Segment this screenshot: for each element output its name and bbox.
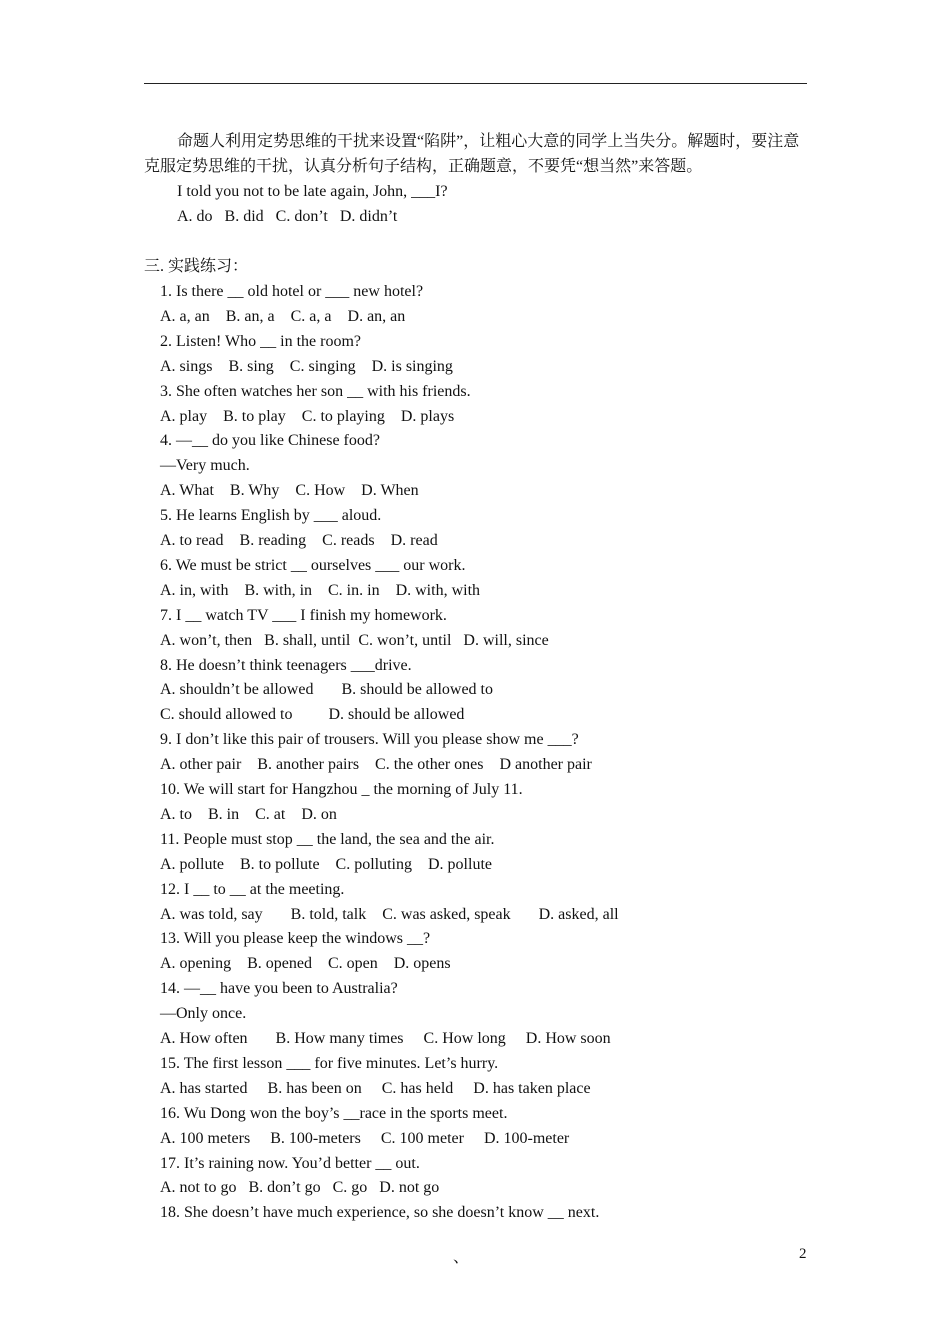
page-number: 2 [799,1246,807,1262]
section-title: 三. 实践练习： [144,258,249,275]
answer-line: A. other pair B. another pairs C. the other ones D another pair [160,756,592,774]
question-text: 14. —__ have you been to Australia? [160,980,398,998]
question-text: 7. I __ watch TV ___ I finish my homework. [160,606,447,624]
example-options: A. do B. did C. don’t D. didn’t [177,208,398,225]
answer-line: A. 100 meters B. 100-meters C. 100 meter D. 100-meter [160,1129,570,1147]
answer-line: A. a, an B. an, a C. a, a D. an, an [160,307,406,325]
question-text: 18. She doesn’t have much experience, so she doesn’t know __ next. [160,1204,600,1222]
question-text: 16. Wu Dong won the boy’s __race in the sports meet. [160,1104,508,1122]
footer-mark: 、 [453,1249,470,1266]
answer-line: A. has started B. has been on C. has held D. has taken place [160,1079,591,1097]
answer-line: A. opening B. opened C. open D. opens [160,955,451,973]
example-question: I told you not to be late again, John, ___I? [177,183,448,200]
answer-line: A. shouldn’t be allowed B. should be allowed to [160,681,493,699]
question-text: 11. People must stop __ the land, the sea and the air. [160,830,495,848]
question-text: 2. Listen! Who __ in the room? [160,332,361,350]
answer-line: A. play B. to play C. to playing D. plays [160,407,455,425]
answer-line: A. How often B. How many times C. How long D. How soon [160,1030,611,1047]
answer-line: A. sings B. sing C. singing D. is singing [160,357,453,375]
answer-line: C. should allowed to D. should be allowed [160,706,465,724]
question-text: 13. Will you please keep the windows __? [160,930,431,948]
question-text: 10. We will start for Hangzhou _ the morning of July 11. [160,781,523,798]
question-text: 6. We must be strict __ ourselves ___ our work. [160,556,466,574]
question-text: 4. —__ do you like Chinese food? [160,432,380,450]
answer-line: A. won’t, then B. shall, until C. won’t, until D. will, since [160,631,549,649]
question-text: 9. I don’t like this pair of trousers. Will you please show me ___? [160,731,579,749]
intro-paragraph: 命题人利用定势思维的干扰来设置“陷阱”，让粗心大意的同学上当失分。解题时，要注意克服定势思维的干扰，认真分析句子结构，正确题意，不要凭“想当然”来答题。 [144,133,800,175]
answer-line: A. to read B. reading C. reads D. read [160,532,438,549]
answer-line: A. in, with B. with, in C. in. in D. with, with [160,581,481,599]
question-text: 15. The first lesson ___ for five minutes. Let’s hurry. [160,1054,499,1072]
question-text: 12. I __ to __ at the meeting. [160,880,345,898]
question-text: 1. Is there __ old hotel or ___ new hotel? [160,283,424,300]
answer-line: A. not to go B. don’t go C. go D. not go [160,1179,440,1197]
answer-line: —Very much. [160,457,250,475]
answer-line: —Only once. [160,1005,247,1023]
answer-line: A. What B. Why C. How D. When [160,482,419,500]
question-text: 17. It’s raining now. You’d better __ out. [160,1154,420,1172]
header-rule [144,83,807,84]
answer-line: A. to B. in C. at D. on [160,805,337,823]
answer-line: A. was told, say B. told, talk C. was asked, speak D. asked, all [160,905,619,923]
question-text: 3. She often watches her son __ with his friends. [160,382,471,400]
question-text: 5. He learns English by ___ aloud. [160,507,382,525]
answer-line: A. pollute B. to pollute C. polluting D. pollute [160,855,492,873]
question-text: 8. He doesn’t think teenagers ___drive. [160,656,412,674]
